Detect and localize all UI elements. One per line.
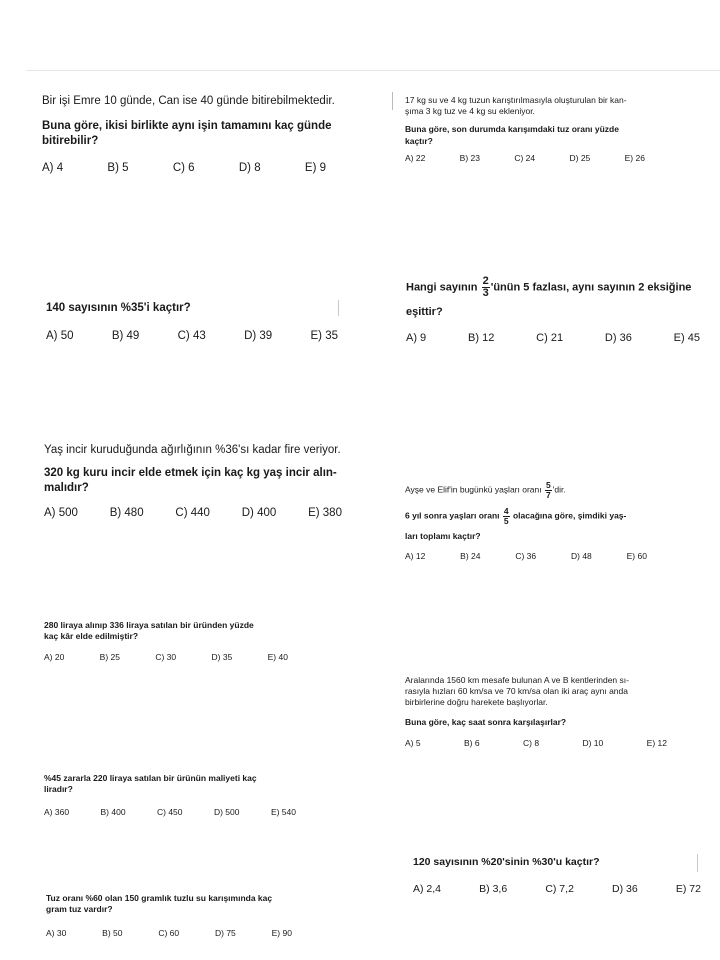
answer-options <box>44 652 288 662</box>
option-d[interactable]: D) 35 <box>211 652 233 663</box>
question-q6 <box>405 481 695 561</box>
question-text: rasıyla hızları 60 km/sa ve 70 km/sa olan iki araç aynı anda <box>405 686 628 697</box>
option-b[interactable]: B) 24 <box>460 551 481 562</box>
option-e[interactable]: E) 60 <box>626 551 647 562</box>
option-a[interactable]: A) 22 <box>405 152 426 163</box>
question-prompt: bitirebilir? <box>42 135 99 148</box>
option-b[interactable]: B) 400 <box>100 807 126 818</box>
option-a[interactable]: A) 500 <box>44 506 78 519</box>
question-prompt: Tuz oranı %60 olan 150 gramlık tuzlu su karışımında kaç <box>46 893 273 903</box>
option-c[interactable]: C) 21 <box>536 331 564 344</box>
option-d[interactable]: D) 75 <box>214 928 236 939</box>
option-c[interactable]: C) 8 <box>523 737 540 748</box>
question-prompt: 320 kg kuru incir elde etmek için kaç kg yaş incir alın- <box>44 467 337 480</box>
option-b[interactable]: B) 5 <box>107 161 129 174</box>
question-prompt: eşittir? <box>406 306 443 318</box>
option-e[interactable]: E) 72 <box>675 882 701 895</box>
question-q11 <box>46 893 346 938</box>
question-text: 17 kg su ve 4 kg tuzun karıştırılmasıyla oluşturulan bir kan- <box>405 95 627 105</box>
prompt-part: 6 yıl sonra yaşları oranı <box>405 510 500 521</box>
prompt-part: olacağına göre, şimdiki yaş- <box>512 510 627 521</box>
option-c[interactable]: C) 6 <box>172 161 195 174</box>
column-divider <box>392 92 393 110</box>
answer-options <box>405 738 667 748</box>
option-c[interactable]: C) 60 <box>158 928 180 939</box>
fraction <box>482 276 490 299</box>
question-prompt: %45 zararla 220 liraya satılan bir ürünün maliyeti kaç <box>44 773 257 783</box>
option-b[interactable]: B) 480 <box>109 506 144 519</box>
fraction-denominator: 3 <box>482 287 489 299</box>
question-prompt: 120 sayısının %20'sinin %30'u kaçtır? <box>413 856 600 868</box>
question-prompt: 140 sayısının %35'i kaçtır? <box>46 302 191 314</box>
option-d[interactable]: D) 36 <box>604 331 632 344</box>
question-prompt: Buna göre, son durumda karışımdaki tuz oranı yüzde <box>405 124 619 135</box>
option-b[interactable]: B) 3,6 <box>479 882 508 895</box>
option-d[interactable]: D) 25 <box>569 152 591 163</box>
option-d[interactable]: D) 36 <box>612 882 638 895</box>
option-c[interactable]: C) 440 <box>175 506 210 519</box>
text-part: 'dir. <box>552 484 566 495</box>
question-prompt: malıdır? <box>44 482 89 495</box>
option-e[interactable]: E) 40 <box>267 652 288 663</box>
question-q1 <box>42 94 360 174</box>
question-prompt <box>406 276 712 299</box>
option-b[interactable]: B) 50 <box>102 928 123 939</box>
question-text: Bir işi Emre 10 günde, Can ise 40 günde bitirebilmektedir. <box>42 95 335 107</box>
question-q3 <box>46 301 346 342</box>
option-e[interactable]: E) 9 <box>304 161 326 174</box>
option-a[interactable]: A) 12 <box>405 551 426 562</box>
text-part: Ayşe ve Elif'in bugünkü yaşları oranı <box>405 484 542 495</box>
question-text: Aralarında 1560 km mesafe bulunan A ve B kentlerinden sı- <box>405 675 629 685</box>
question-q2 <box>405 95 695 163</box>
question-prompt: kaç kâr elde edilmiştir? <box>44 631 139 642</box>
answer-options <box>46 330 338 342</box>
answer-options <box>405 551 647 561</box>
question-q7 <box>44 620 344 662</box>
option-d[interactable]: D) 39 <box>244 330 273 343</box>
fraction-numerator: 4 <box>503 506 509 516</box>
option-d[interactable]: D) 48 <box>570 551 592 562</box>
option-b[interactable]: B) 12 <box>468 331 495 344</box>
question-text: Yaş incir kuruduğunda ağırlığının %36'sı kadar fire veriyor. <box>44 444 341 456</box>
option-a[interactable]: A) 9 <box>406 331 427 344</box>
question-prompt: Buna göre, ikisi birlikte aynı işin tamamını kaç günde <box>42 120 332 133</box>
option-a[interactable]: A) 2,4 <box>413 882 442 895</box>
answer-options <box>42 162 326 174</box>
fraction-numerator: 5 <box>545 480 551 490</box>
option-e[interactable]: E) 540 <box>270 807 296 818</box>
option-c[interactable]: C) 24 <box>514 152 536 163</box>
option-d[interactable]: D) 400 <box>241 506 277 519</box>
fraction-numerator: 2 <box>482 275 489 287</box>
fraction-denominator: 7 <box>545 489 551 500</box>
option-c[interactable]: C) 7,2 <box>545 882 574 895</box>
option-b[interactable]: B) 23 <box>459 152 480 163</box>
option-e[interactable]: E) 35 <box>310 330 338 343</box>
question-q5 <box>44 443 364 519</box>
option-e[interactable]: E) 45 <box>673 331 700 344</box>
question-prompt: Buna göre, kaç saat sonra karşılaşırlar? <box>405 716 567 727</box>
page-edge-line <box>26 70 720 71</box>
question-prompt: gram tuz vardır? <box>46 904 113 915</box>
fraction <box>545 481 552 499</box>
option-e[interactable]: E) 90 <box>271 928 292 939</box>
question-text: birbirlerine doğru harekete başlıyorlar. <box>405 697 548 708</box>
option-b[interactable]: B) 25 <box>99 652 120 663</box>
question-prompt: kaçtır? <box>405 135 433 146</box>
question-text: şıma 3 kg tuz ve 4 kg su ekleniyor. <box>405 106 535 117</box>
option-d[interactable]: D) 10 <box>582 737 604 748</box>
option-d[interactable]: D) 500 <box>213 807 240 818</box>
answer-options <box>44 807 296 817</box>
question-prompt: liradır? <box>44 784 73 795</box>
option-a[interactable]: A) 4 <box>42 161 64 174</box>
fraction <box>503 507 510 525</box>
option-c[interactable]: C) 30 <box>155 652 177 663</box>
option-a[interactable]: A) 20 <box>44 652 65 663</box>
question-prompt <box>405 507 695 525</box>
question-text <box>405 481 695 499</box>
question-prompt: ları toplamı kaçtır? <box>405 531 481 541</box>
option-b[interactable]: B) 49 <box>111 330 140 343</box>
option-a[interactable]: A) 50 <box>46 330 74 343</box>
fraction-denominator: 5 <box>503 515 509 526</box>
question-prompt: 280 liraya alınıp 336 liraya satılan bir üründen yüzde <box>44 620 254 630</box>
option-c[interactable]: C) 36 <box>515 551 537 562</box>
answer-options <box>413 883 701 895</box>
option-e[interactable]: E) 380 <box>308 506 342 519</box>
page-top-margin <box>0 0 720 70</box>
option-e[interactable]: E) 26 <box>624 152 645 163</box>
answer-options <box>405 153 645 163</box>
prompt-part: Hangi sayının <box>406 281 478 294</box>
option-a[interactable]: A) 5 <box>405 737 421 748</box>
option-d[interactable]: D) 8 <box>238 161 261 174</box>
prompt-part: 'ünün 5 fazlası, aynı sayının 2 eksiğine <box>490 281 692 294</box>
option-c[interactable]: C) 450 <box>157 807 183 818</box>
question-q10 <box>413 856 703 895</box>
answer-options <box>406 332 700 344</box>
question-q8 <box>405 675 700 748</box>
question-q9 <box>44 773 344 817</box>
option-b[interactable]: B) 6 <box>464 737 480 748</box>
option-a[interactable]: A) 360 <box>44 807 70 818</box>
option-c[interactable]: C) 43 <box>177 330 206 343</box>
option-e[interactable]: E) 12 <box>646 737 667 748</box>
answer-options <box>44 507 342 519</box>
answer-options <box>46 928 292 938</box>
question-q4 <box>406 276 712 344</box>
option-a[interactable]: A) 30 <box>46 928 67 939</box>
